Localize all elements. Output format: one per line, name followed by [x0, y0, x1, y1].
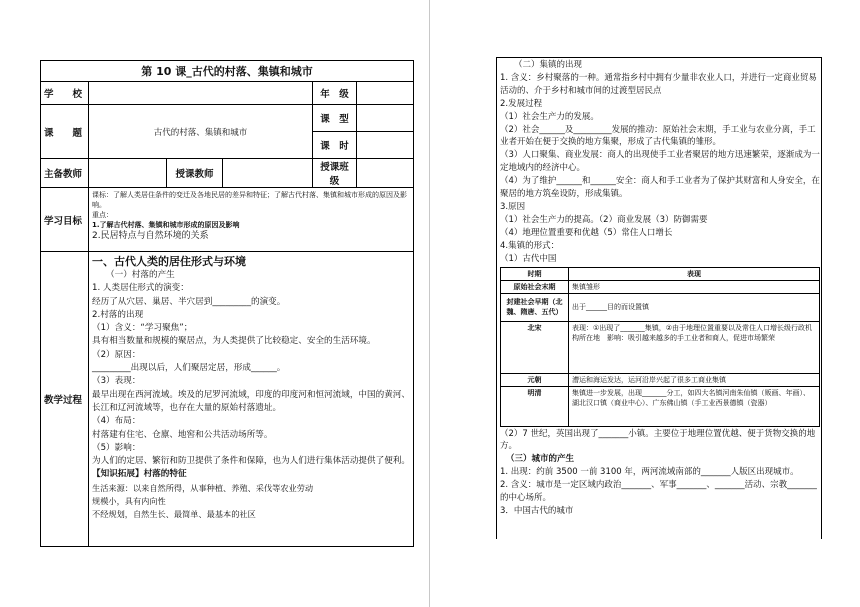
school-label: 学 校 [41, 82, 89, 105]
class-label: 授课班级 [313, 159, 357, 188]
text-line: （4）为了维护______和______安全：商人和手工业者为了保护其财富和人身安全，在聚居的地方筑垒设防，形成集镇。 [500, 176, 820, 200]
text-line: 经历了从穴居、巢居、半穴居到_________的演变。 [92, 296, 286, 307]
table-header-period: 时期 [501, 267, 569, 280]
table-cell-desc: 集镇进一步发展，出现_______分工，如四大名镇河南朱仙镇（贩画、年画）、湖北汉口镇（商业中心）、广东佛山镇（手工业西景德镇（瓷器） [569, 386, 820, 426]
table-row [501, 386, 820, 426]
text-line: 4.集镇的形式： [500, 240, 560, 251]
text-line: （4）布局： [92, 416, 141, 427]
process-content [89, 252, 414, 547]
key-point-1: 1.了解古代村落、集镇和城市形成的原因及影响 [92, 221, 240, 229]
table-header-desc: 表现 [569, 267, 820, 280]
document-title: 第 10 课_古代的村落、集镇和城市 [41, 61, 414, 82]
text-line: （4）地理位置重要和优越（5）常住人口增长 [500, 227, 673, 238]
lesson-type-label: 课 型 [313, 105, 357, 132]
curriculum-standard: 课标：了解人类居住条件的变迁及各地民居的差异和特征；了解古代村落、集镇和城市形成的原因及影响。 [92, 191, 407, 209]
section-heading: 一、古代人类的居住形式与环境 [92, 255, 246, 268]
text-line: 不经规划，自然生长、最简单、最基本的社区 [92, 509, 256, 520]
table-cell-desc: 集镇雏形 [569, 280, 820, 293]
text-line: （5）影响： [92, 442, 141, 453]
subsection-heading: （二）集镇的出现 [514, 60, 583, 70]
text-line: 1. 人类居住形式的演变： [92, 283, 189, 294]
text-line: 最早出现在西河流域。埃及的尼罗河流域，印度的印度河和恒河流域，中国的黄河、长江和辽河流域等，也存在大量的原始村落遗址。 [92, 389, 410, 413]
subsection-heading: （一）村落的产生 [106, 270, 175, 280]
right-content-box [496, 57, 822, 539]
table-cell-desc: 出于______目的而设置镇 [569, 293, 820, 321]
text-line: （1）含义：“学习聚焦”； [92, 323, 193, 334]
text-line: 1. 出现：约前 3500 一前 3100 年，两河流域南部的_______人版区出现城市。 [500, 467, 799, 478]
topic-label: 课 题 [41, 105, 89, 159]
text-line: _________出现以后，人们聚居定居，形成______。 [92, 363, 286, 374]
table-cell-period: 原始社会末期 [501, 280, 569, 293]
text-line: （2）原因： [92, 349, 141, 360]
table-row [501, 280, 820, 293]
lecturer-value [223, 159, 313, 188]
lesson-type-value [357, 105, 414, 132]
table-row [501, 293, 820, 321]
town-forms-table [500, 267, 820, 427]
table-cell-desc: 漕运和海运发达，运河沿岸兴起了很多工商业集镇 [569, 373, 820, 386]
grade-value [357, 82, 414, 105]
periods-label: 课 时 [313, 132, 357, 159]
lesson-plan-table [40, 60, 414, 547]
periods-value [357, 132, 414, 159]
table-row [501, 321, 820, 373]
text-line: 规模小，具有内向性 [92, 496, 166, 507]
goals-label: 学习目标 [41, 188, 89, 252]
table-cell-period: 元朝 [501, 373, 569, 386]
text-line: 2.发展过程 [500, 98, 543, 109]
text-line: 2.村落的出现 [92, 309, 144, 320]
text-line: （3）人口聚集、商业发展：商人的出现使手工业者聚居的地方迅速繁荣，逐渐成为一定地域内的经济中心。 [500, 150, 820, 174]
lecturer-label: 授课教师 [167, 159, 223, 188]
grade-label: 年 级 [313, 82, 357, 105]
text-line: 1. 含义：乡村聚落的一种。通常指乡村中拥有少量非农业人口，并进行一定商业贸易活动的、介于乡村和城市间的过渡型居民点 [500, 72, 817, 96]
text-line: （2）社会______及_________发展的推动：原始社会末期，手工业与农业分离，手工业者开始在便于交换的地方集聚，形成了古代集镇的雏形。 [500, 124, 816, 148]
text-line: 村落建有住宅、仓廪、地窖和公共活动场所等。 [92, 429, 273, 440]
text-line: （2）7 世纪，英国出现了_______小镇。主要位于地理位置优越、便于货物交换的地方。 [500, 428, 816, 452]
text-line: （1）社会生产力的提高。（2）商业发展（3）防御需要 [500, 214, 708, 225]
text-line: （3）表现： [92, 376, 141, 387]
class-value [357, 159, 414, 188]
text-line: 具有相当数量和规模的聚居点，为人类提供了比较稳定、安全的生活环境。 [92, 336, 376, 347]
key-point-2: 2.民居特点与自然环境的关系 [92, 231, 209, 241]
teacher-label: 主备教师 [41, 159, 89, 188]
text-line: 为人们的定居、繁衍和防卫提供了条件和保障，也为人们进行集体活动提供了便利。 [92, 456, 410, 467]
text-line: （1）社会生产力的发展。 [500, 111, 599, 122]
text-line: 3．中国古代的城市 [500, 505, 574, 516]
text-line: （1）古代中国 [500, 253, 557, 264]
right-page [430, 0, 860, 607]
knowledge-extension-heading: 【知识拓展】村落的特征 [92, 469, 187, 480]
table-cell-period: 北宋 [501, 321, 569, 373]
table-cell-period: 封建社会早期（北魏、隋唐、五代） [501, 293, 569, 321]
text-line: 2. 含义：城市是一定区域内政治_______、军事_______、_______活动、宗教_______的中心场所。 [500, 480, 817, 504]
teacher-value [89, 159, 167, 188]
table-cell-desc: 表现：①出现了_______集镇，②由于地理位置重要以及常住人口增长级行政机构所在地 影响：吸引越来越多的手工业者和商人，促进市场繁荣 [569, 321, 820, 373]
text-line: 生活来源：以来自然所得，从事种植、养殖、采伐等农业劳动 [92, 482, 314, 493]
process-label: 教学过程 [41, 252, 89, 547]
key-points-label: 重点： [92, 211, 113, 219]
text-line: 3.原因 [500, 201, 526, 212]
topic-value: 古代的村落、集镇和城市 [89, 105, 313, 159]
table-cell-period: 明清 [501, 386, 569, 426]
school-value [89, 82, 313, 105]
table-row [501, 373, 820, 386]
goals-content [89, 188, 414, 252]
subsection-heading: （三）城市的产生 [506, 454, 575, 465]
